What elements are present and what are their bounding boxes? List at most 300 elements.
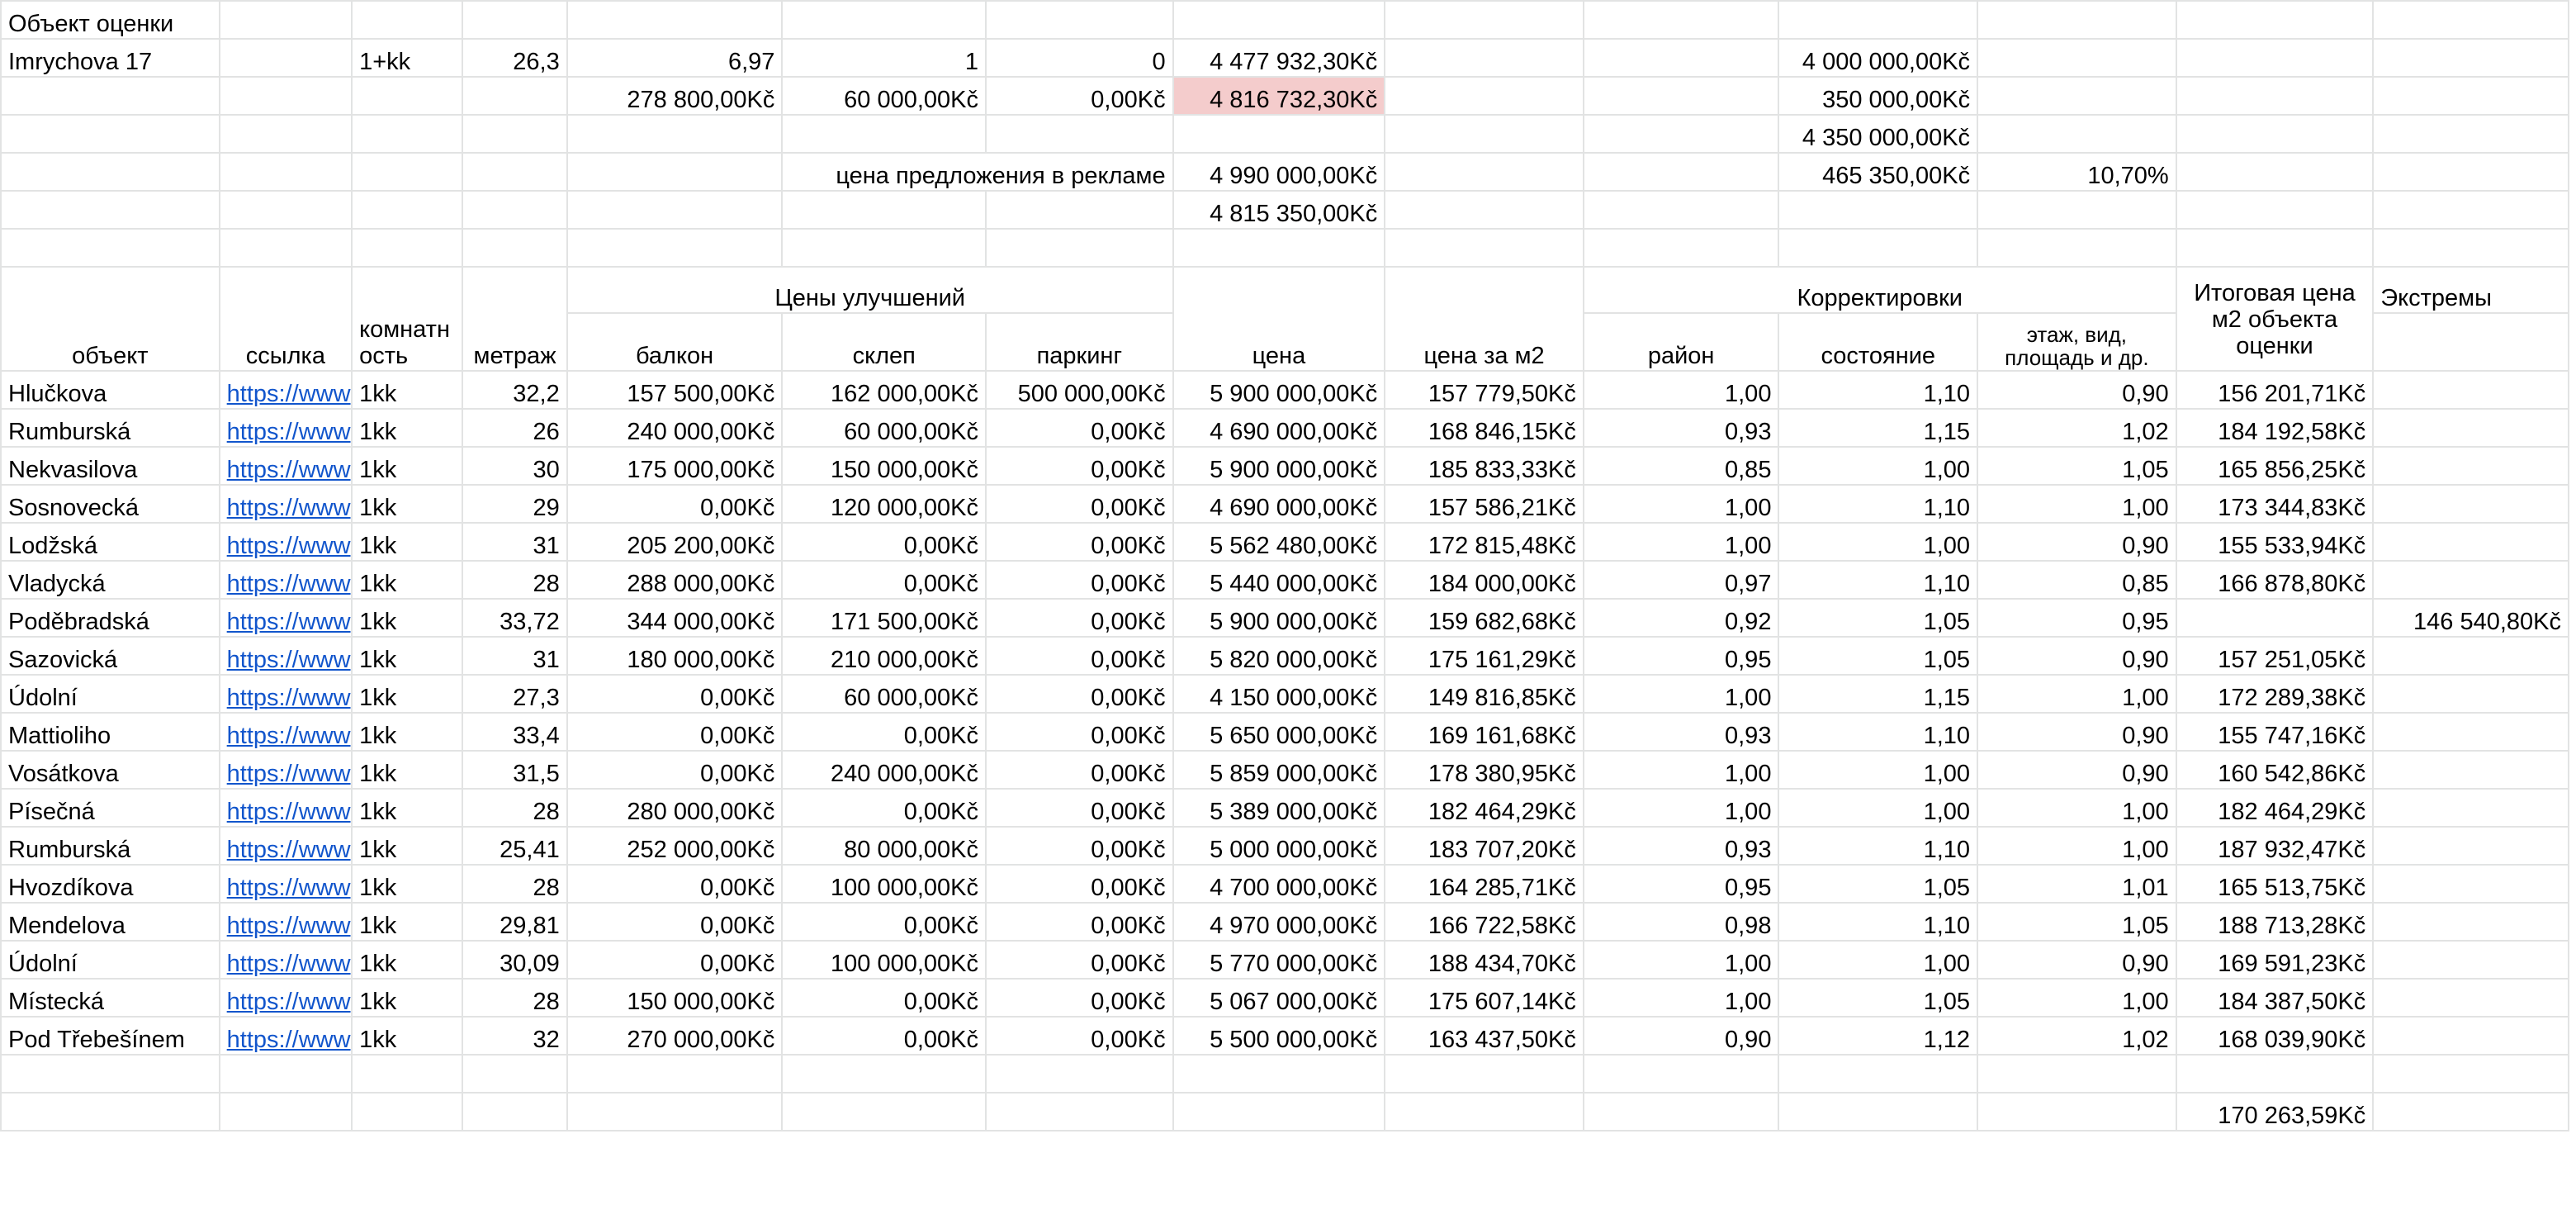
cell-price[interactable]: 5 820 000,00Kč [1173,637,1385,675]
cell-parking[interactable]: 0,00Kč [986,523,1173,561]
cell-parking[interactable]: 500 000,00Kč [986,371,1173,409]
cell-cellar[interactable]: 100 000,00Kč [782,865,986,903]
cell-other[interactable]: 1,02 [1977,1017,2176,1055]
cell-district[interactable]: 0,93 [1584,827,1779,865]
cell-link[interactable] [220,371,352,409]
cell-district[interactable]: 1,00 [1584,941,1779,979]
cell-cellar[interactable]: 80 000,00Kč [782,827,986,865]
cell-other[interactable]: 1,00 [1977,979,2176,1017]
cell-cellar[interactable]: 60 000,00Kč [782,409,986,447]
cell-balcony[interactable]: 150 000,00Kč [567,979,783,1017]
cell-extreme[interactable] [2373,751,2569,789]
cell-price[interactable]: 5 900 000,00Kč [1173,371,1385,409]
cell-final-price[interactable]: 155 533,94Kč [2176,523,2374,561]
cell-final-price[interactable]: 168 039,90Kč [2176,1017,2374,1055]
subject-adjusted-price[interactable]: 4 816 732,30Kč [1173,77,1385,115]
header-condition[interactable]: состояние [1778,313,1977,371]
cell-rooms[interactable]: 1kk [352,485,462,523]
cell-other[interactable]: 0,95 [1977,599,2176,637]
cell-balcony[interactable]: 0,00Kč [567,903,783,941]
cell-link[interactable] [220,485,352,523]
cell-extreme[interactable] [2373,409,2569,447]
cell-final-price[interactable]: 157 251,05Kč [2176,637,2374,675]
cell-district[interactable]: 1,00 [1584,789,1779,827]
cell-link[interactable] [220,561,352,599]
cell-object[interactable]: Sazovická [1,637,220,675]
cell-area[interactable]: 28 [462,979,566,1017]
cell-rooms[interactable]: 1kk [352,523,462,561]
cell-area[interactable]: 32,2 [462,371,566,409]
cell-rooms[interactable]: 1kk [352,713,462,751]
header-object[interactable]: объект [1,267,220,371]
cell-final-price[interactable]: 187 932,47Kč [2176,827,2374,865]
cell-object[interactable]: Pod Třebešínem [1,1017,220,1055]
cell-price-m2[interactable]: 164 285,71Kč [1385,865,1584,903]
cell-object[interactable]: Poděbradská [1,599,220,637]
cell-cellar[interactable]: 120 000,00Kč [782,485,986,523]
cell-district[interactable]: 0,93 [1584,713,1779,751]
cell-cellar[interactable]: 210 000,00Kč [782,637,986,675]
cell-condition[interactable]: 1,05 [1778,637,1977,675]
cell-object[interactable]: Údolní [1,941,220,979]
cell-district[interactable]: 1,00 [1584,485,1779,523]
calc-percent[interactable]: 10,70% [1977,153,2176,191]
cell-cellar[interactable]: 0,00Kč [782,979,986,1017]
cell-price[interactable]: 5 389 000,00Kč [1173,789,1385,827]
cell-price-m2[interactable]: 157 779,50Kč [1385,371,1584,409]
cell-extreme[interactable] [2373,675,2569,713]
cell-price[interactable]: 4 970 000,00Kč [1173,903,1385,941]
cell-link[interactable] [220,979,352,1017]
cell-object[interactable]: Písečná [1,789,220,827]
cell-rooms[interactable]: 1kk [352,751,462,789]
header-other[interactable]: этаж, вид, площадь и др. [1977,313,2176,371]
cell-price[interactable]: 4 150 000,00Kč [1173,675,1385,713]
cell-final-price[interactable]: 166 878,80Kč [2176,561,2374,599]
listing-link[interactable]: https://www [226,647,351,674]
cell-link[interactable] [220,789,352,827]
subject-label[interactable]: Объект оценки [1,1,220,39]
cell-area[interactable]: 33,72 [462,599,566,637]
cell-rooms[interactable]: 1kk [352,599,462,637]
cell-final-price[interactable]: 165 513,75Kč [2176,865,2374,903]
cell-price[interactable]: 5 770 000,00Kč [1173,941,1385,979]
cell-other[interactable]: 1,00 [1977,789,2176,827]
cell-link[interactable] [220,865,352,903]
subject-price[interactable]: 4 477 932,30Kč [1173,39,1385,77]
cell-balcony[interactable]: 0,00Kč [567,713,783,751]
cell-district[interactable]: 0,95 [1584,637,1779,675]
cell-price-m2[interactable]: 169 161,68Kč [1385,713,1584,751]
calc-value-2[interactable]: 350 000,00Kč [1778,77,1977,115]
cell-balcony[interactable]: 157 500,00Kč [567,371,783,409]
cell-price[interactable]: 4 690 000,00Kč [1173,485,1385,523]
cell-area[interactable]: 28 [462,789,566,827]
cell-area[interactable]: 32 [462,1017,566,1055]
header-district[interactable]: район [1584,313,1779,371]
cell-parking[interactable]: 0,00Kč [986,865,1173,903]
cell-area[interactable]: 31,5 [462,751,566,789]
cell-rooms[interactable]: 1kk [352,865,462,903]
cell-condition[interactable]: 1,10 [1778,485,1977,523]
cell-condition[interactable]: 1,00 [1778,447,1977,485]
cell-price-m2[interactable]: 163 437,50Kč [1385,1017,1584,1055]
cell-price[interactable]: 4 690 000,00Kč [1173,409,1385,447]
subject-area[interactable]: 26,3 [462,39,566,77]
cell-price[interactable]: 5 900 000,00Kč [1173,447,1385,485]
cell-price-m2[interactable]: 159 682,68Kč [1385,599,1584,637]
cell-object[interactable]: Nekvasilova [1,447,220,485]
cell-price[interactable]: 5 500 000,00Kč [1173,1017,1385,1055]
cell-price-m2[interactable]: 184 000,00Kč [1385,561,1584,599]
cell-condition[interactable]: 1,00 [1778,789,1977,827]
cell-extreme[interactable] [2373,941,2569,979]
cell-link[interactable] [220,713,352,751]
cell-link[interactable] [220,827,352,865]
cell-area[interactable]: 33,4 [462,713,566,751]
cell-district[interactable]: 1,00 [1584,979,1779,1017]
cell-parking[interactable]: 0,00Kč [986,675,1173,713]
cell-object[interactable]: Mattioliho [1,713,220,751]
subject-parking[interactable]: 0,00Kč [986,77,1173,115]
cell-area[interactable]: 29 [462,485,566,523]
cell-area[interactable]: 25,41 [462,827,566,865]
cell-object[interactable]: Místecká [1,979,220,1017]
cell-parking[interactable]: 0,00Kč [986,561,1173,599]
cell-balcony[interactable]: 0,00Kč [567,675,783,713]
cell-area[interactable]: 28 [462,561,566,599]
cell-cellar[interactable]: 162 000,00Kč [782,371,986,409]
cell-condition[interactable]: 1,00 [1778,751,1977,789]
cell-price-m2[interactable]: 166 722,58Kč [1385,903,1584,941]
cell-final-price[interactable]: 188 713,28Kč [2176,903,2374,941]
cell-object[interactable]: Sosnovecká [1,485,220,523]
cell-condition[interactable]: 1,00 [1778,941,1977,979]
listing-link[interactable]: https://www [226,799,351,826]
cell-area[interactable]: 27,3 [462,675,566,713]
cell-condition[interactable]: 1,00 [1778,523,1977,561]
cell-cellar[interactable]: 0,00Kč [782,1017,986,1055]
cell-link[interactable] [220,903,352,941]
cell-district[interactable]: 0,97 [1584,561,1779,599]
cell-parking[interactable]: 0,00Kč [986,941,1173,979]
cell-link[interactable] [220,1017,352,1055]
cell-rooms[interactable]: 1kk [352,941,462,979]
cell-price-m2[interactable]: 172 815,48Kč [1385,523,1584,561]
cell-district[interactable]: 0,93 [1584,409,1779,447]
cell-extreme[interactable] [2373,865,2569,903]
cell-parking[interactable]: 0,00Kč [986,447,1173,485]
subject-rooms[interactable]: 1+kk [352,39,462,77]
cell-other[interactable]: 0,90 [1977,713,2176,751]
cell-final-price[interactable]: 184 387,50Kč [2176,979,2374,1017]
cell-rooms[interactable]: 1kk [352,447,462,485]
cell-price[interactable]: 5 562 480,00Kč [1173,523,1385,561]
cell-link[interactable] [220,409,352,447]
cell-balcony[interactable]: 205 200,00Kč [567,523,783,561]
header-balcony[interactable]: балкон [567,313,783,371]
cell-rooms[interactable]: 1kk [352,561,462,599]
cell-parking[interactable]: 0,00Kč [986,1017,1173,1055]
listing-link[interactable]: https://www [226,837,351,864]
cell-parking[interactable]: 0,00Kč [986,409,1173,447]
cell-cellar[interactable]: 100 000,00Kč [782,941,986,979]
cell-link[interactable] [220,675,352,713]
cell-condition[interactable]: 1,05 [1778,979,1977,1017]
cell-other[interactable]: 1,05 [1977,903,2176,941]
cell-object[interactable]: Hvozdíkova [1,865,220,903]
cell-object[interactable]: Mendelova [1,903,220,941]
cell-final-price[interactable]: 182 464,29Kč [2176,789,2374,827]
cell-extreme[interactable] [2373,827,2569,865]
listing-link[interactable]: https://www [226,951,351,978]
listing-link[interactable]: https://www [226,457,351,484]
cell-link[interactable] [220,599,352,637]
cell-district[interactable]: 1,00 [1584,751,1779,789]
calc-value-4[interactable]: 465 350,00Kč [1778,153,1977,191]
listing-link[interactable]: https://www [226,761,351,788]
cell-object[interactable]: Lodžská [1,523,220,561]
cell-final-price[interactable]: 155 747,16Kč [2176,713,2374,751]
subject-v1[interactable]: 6,97 [567,39,783,77]
cell-price[interactable]: 4 700 000,00Kč [1173,865,1385,903]
cell-other[interactable]: 0,90 [1977,523,2176,561]
cell-parking[interactable]: 0,00Kč [986,713,1173,751]
listing-link[interactable]: https://www [226,495,351,522]
cell-rooms[interactable]: 1kk [352,371,462,409]
header-price-m2[interactable]: цена за м2 [1385,267,1584,371]
cell-rooms[interactable]: 1kk [352,637,462,675]
cell-district[interactable]: 1,00 [1584,675,1779,713]
cell-rooms[interactable]: 1kk [352,1017,462,1055]
cell-cellar[interactable]: 0,00Kč [782,789,986,827]
header-final-price[interactable]: Итоговая цена м2 объекта оценки [2176,267,2374,371]
cell-condition[interactable]: 1,10 [1778,713,1977,751]
cell-district[interactable]: 0,85 [1584,447,1779,485]
cell-district[interactable]: 1,00 [1584,523,1779,561]
listing-link[interactable]: https://www [226,609,351,636]
cell-object[interactable]: Rumburská [1,827,220,865]
cell-link[interactable] [220,523,352,561]
cell-final-price[interactable]: 184 192,58Kč [2176,409,2374,447]
cell-extreme[interactable] [2373,447,2569,485]
cell-rooms[interactable]: 1kk [352,675,462,713]
cell-final-price[interactable]: 160 542,86Kč [2176,751,2374,789]
cell-extreme[interactable] [2373,523,2569,561]
listing-link[interactable]: https://www [226,571,351,598]
cell-area[interactable]: 28 [462,865,566,903]
cell-area[interactable]: 30,09 [462,941,566,979]
cell-balcony[interactable]: 344 000,00Kč [567,599,783,637]
cell-cellar[interactable]: 150 000,00Kč [782,447,986,485]
cell-rooms[interactable]: 1kk [352,903,462,941]
cell-price[interactable]: 5 900 000,00Kč [1173,599,1385,637]
listing-link[interactable]: https://www [226,875,351,902]
cell-condition[interactable]: 1,10 [1778,903,1977,941]
subject-v2[interactable]: 1 [782,39,986,77]
cell-cellar[interactable]: 0,00Kč [782,523,986,561]
cell-extreme[interactable] [2373,485,2569,523]
cell-other[interactable]: 1,00 [1977,485,2176,523]
calc-value-3[interactable]: 4 350 000,00Kč [1778,115,1977,153]
cell-parking[interactable]: 0,00Kč [986,903,1173,941]
cell-other[interactable]: 1,00 [1977,675,2176,713]
listing-link[interactable]: https://www [226,419,351,446]
cell-link[interactable] [220,941,352,979]
cell-price[interactable]: 5 650 000,00Kč [1173,713,1385,751]
listing-link[interactable]: https://www [226,989,351,1016]
cell-cellar[interactable]: 0,00Kč [782,561,986,599]
cell-price-m2[interactable]: 157 586,21Kč [1385,485,1584,523]
listing-link[interactable]: https://www [226,913,351,940]
cell-balcony[interactable]: 180 000,00Kč [567,637,783,675]
cell-rooms[interactable]: 1kk [352,979,462,1017]
cell-balcony[interactable]: 0,00Kč [567,751,783,789]
subject-v3[interactable]: 0 [986,39,1173,77]
cell-cellar[interactable]: 60 000,00Kč [782,675,986,713]
header-parking[interactable]: паркинг [986,313,1173,371]
cell-other[interactable]: 1,02 [1977,409,2176,447]
cell-parking[interactable]: 0,00Kč [986,637,1173,675]
cell-object[interactable]: Vladycká [1,561,220,599]
cell-extreme[interactable] [2373,1017,2569,1055]
cell-condition[interactable]: 1,05 [1778,865,1977,903]
cell-balcony[interactable]: 240 000,00Kč [567,409,783,447]
subject-balcony[interactable]: 278 800,00Kč [567,77,783,115]
cell-link[interactable] [220,637,352,675]
cell-condition[interactable]: 1,12 [1778,1017,1977,1055]
cell-condition[interactable]: 1,10 [1778,561,1977,599]
cell-cellar[interactable]: 171 500,00Kč [782,599,986,637]
cell-price[interactable]: 5 440 000,00Kč [1173,561,1385,599]
cell-balcony[interactable]: 0,00Kč [567,485,783,523]
cell-parking[interactable]: 0,00Kč [986,827,1173,865]
ad-price-label[interactable]: цена предложения в рекламе [782,153,1172,191]
cell-rooms[interactable]: 1kk [352,409,462,447]
cell-district[interactable]: 0,95 [1584,865,1779,903]
cell-other[interactable]: 1,00 [1977,827,2176,865]
cell-district[interactable]: 1,00 [1584,371,1779,409]
cell-rooms[interactable]: 1kk [352,827,462,865]
cell-extreme[interactable] [2373,713,2569,751]
cell-object[interactable]: Údolní [1,675,220,713]
cell-district[interactable]: 0,90 [1584,1017,1779,1055]
cell-price-m2[interactable]: 185 833,33Kč [1385,447,1584,485]
cell-final-price[interactable]: 165 856,25Kč [2176,447,2374,485]
cell-price-m2[interactable]: 168 846,15Kč [1385,409,1584,447]
cell-final-price[interactable]: 169 591,23Kč [2176,941,2374,979]
header-area[interactable]: метраж [462,267,566,371]
cell-area[interactable]: 31 [462,637,566,675]
cell-extreme[interactable] [2373,637,2569,675]
cell-area[interactable]: 31 [462,523,566,561]
cell-price[interactable]: 5 067 000,00Kč [1173,979,1385,1017]
average-final-price[interactable]: 170 263,59Kč [2176,1093,2374,1131]
cell-balcony[interactable]: 0,00Kč [567,941,783,979]
header-adjustments[interactable]: Корректировки [1584,267,2176,313]
cell-other[interactable]: 0,90 [1977,941,2176,979]
cell-extreme[interactable] [2373,561,2569,599]
cell-parking[interactable]: 0,00Kč [986,979,1173,1017]
cell-balcony[interactable]: 0,00Kč [567,865,783,903]
header-rooms[interactable]: комнатность [352,267,462,371]
cell-price-m2[interactable]: 188 434,70Kč [1385,941,1584,979]
cell-condition[interactable]: 1,15 [1778,409,1977,447]
listing-link[interactable]: https://www [226,533,351,560]
cell-other[interactable]: 0,85 [1977,561,2176,599]
listing-link[interactable]: https://www [226,685,351,712]
cell-area[interactable]: 26 [462,409,566,447]
cell-price-m2[interactable]: 178 380,95Kč [1385,751,1584,789]
listing-link[interactable]: https://www [226,381,351,408]
header-cellar[interactable]: склеп [782,313,986,371]
cell-balcony[interactable]: 280 000,00Kč [567,789,783,827]
cell-balcony[interactable]: 288 000,00Kč [567,561,783,599]
ad-price[interactable]: 4 990 000,00Kč [1173,153,1385,191]
cell-parking[interactable]: 0,00Kč [986,485,1173,523]
cell-other[interactable]: 0,90 [1977,371,2176,409]
cell-final-price[interactable]: 172 289,38Kč [2176,675,2374,713]
cell-district[interactable]: 0,92 [1584,599,1779,637]
cell-area[interactable]: 30 [462,447,566,485]
subject-cellar[interactable]: 60 000,00Kč [782,77,986,115]
cell-cellar[interactable]: 240 000,00Kč [782,751,986,789]
cell-object[interactable]: Rumburská [1,409,220,447]
header-price[interactable]: цена [1173,267,1385,371]
cell-object[interactable]: Hlučkova [1,371,220,409]
header-extremes[interactable]: Экстремы [2373,267,2569,313]
price-other[interactable]: 4 815 350,00Kč [1173,191,1385,229]
cell-price-m2[interactable]: 175 161,29Kč [1385,637,1584,675]
cell-rooms[interactable]: 1kk [352,789,462,827]
subject-address[interactable]: Imrychova 17 [1,39,220,77]
calc-value-1[interactable]: 4 000 000,00Kč [1778,39,1977,77]
cell-parking[interactable]: 0,00Kč [986,599,1173,637]
cell-other[interactable]: 0,90 [1977,637,2176,675]
cell-price-m2[interactable]: 175 607,14Kč [1385,979,1584,1017]
cell-condition[interactable]: 1,15 [1778,675,1977,713]
cell-extreme[interactable] [2373,789,2569,827]
cell-link[interactable] [220,751,352,789]
cell-price[interactable]: 5 859 000,00Kč [1173,751,1385,789]
cell-balcony[interactable]: 252 000,00Kč [567,827,783,865]
cell-other[interactable]: 1,05 [1977,447,2176,485]
cell-balcony[interactable]: 270 000,00Kč [567,1017,783,1055]
cell-price-m2[interactable]: 149 816,85Kč [1385,675,1584,713]
header-improvements[interactable]: Цены улучшений [567,267,1173,313]
cell-extreme[interactable] [2373,979,2569,1017]
cell-extreme[interactable] [2373,371,2569,409]
cell-extreme[interactable] [2373,903,2569,941]
cell-district[interactable]: 0,98 [1584,903,1779,941]
cell-balcony[interactable]: 175 000,00Kč [567,447,783,485]
listing-link[interactable]: https://www [226,723,351,750]
cell-final-price[interactable]: 173 344,83Kč [2176,485,2374,523]
cell-link[interactable] [220,447,352,485]
cell-other[interactable]: 1,01 [1977,865,2176,903]
cell-condition[interactable]: 1,10 [1778,827,1977,865]
cell-final-price[interactable] [2176,599,2374,637]
cell-price-m2[interactable]: 182 464,29Kč [1385,789,1584,827]
cell-parking[interactable]: 0,00Kč [986,751,1173,789]
cell-price[interactable]: 5 000 000,00Kč [1173,827,1385,865]
cell-cellar[interactable]: 0,00Kč [782,903,986,941]
cell-price-m2[interactable]: 183 707,20Kč [1385,827,1584,865]
listing-link[interactable]: https://www [226,1027,351,1054]
cell-final-price[interactable]: 156 201,71Kč [2176,371,2374,409]
cell-other[interactable]: 0,90 [1977,751,2176,789]
cell-cellar[interactable]: 0,00Kč [782,713,986,751]
